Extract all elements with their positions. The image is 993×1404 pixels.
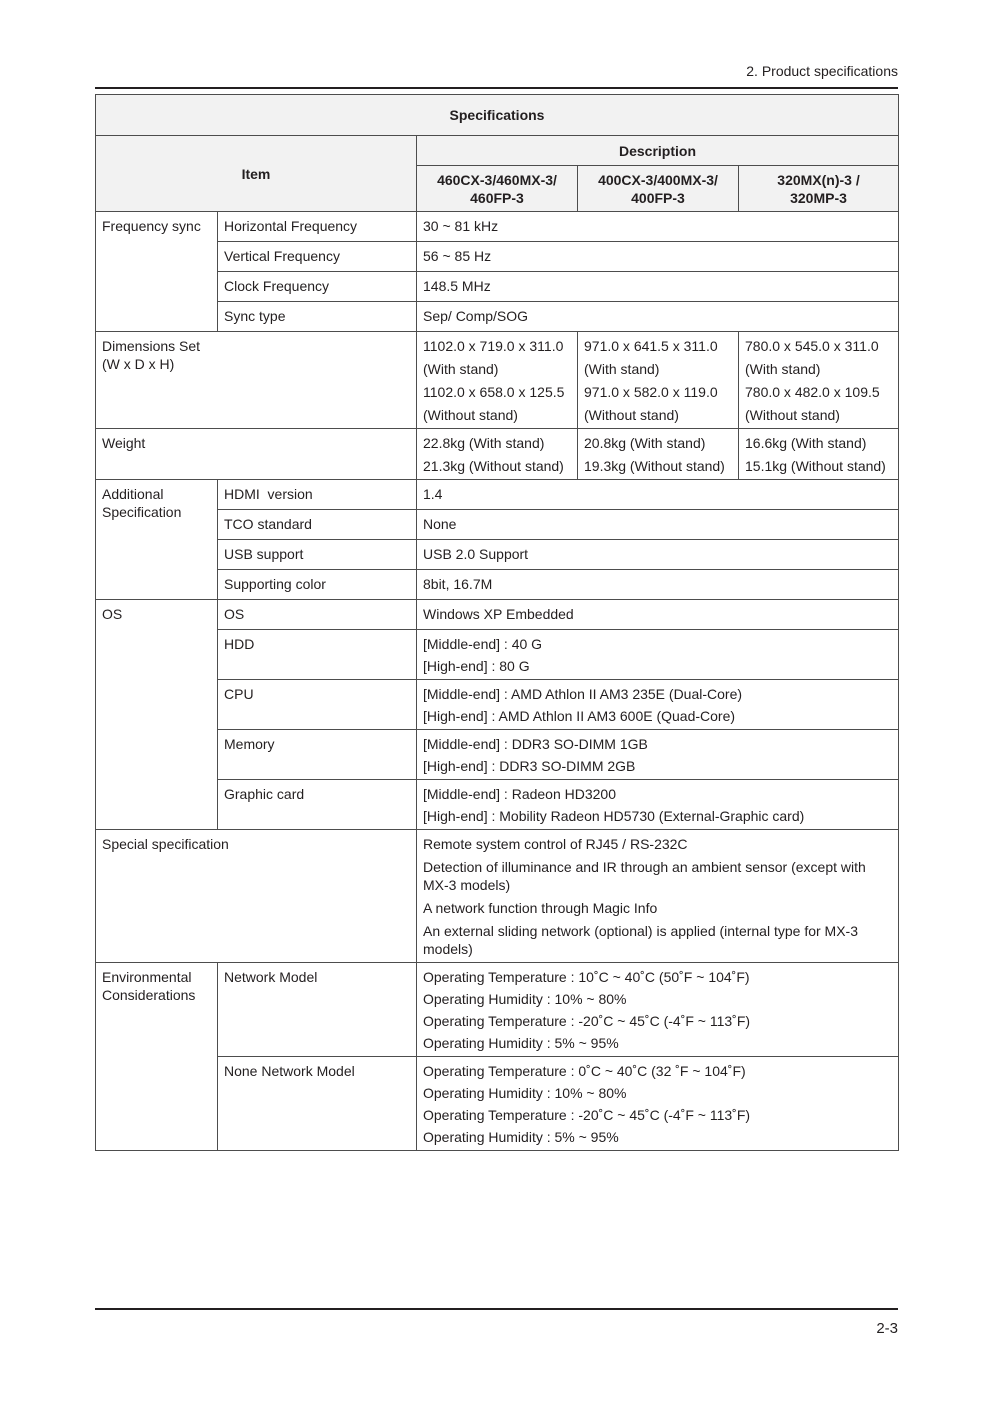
group-additional-specification: Additional Specification bbox=[96, 480, 218, 600]
table-row bbox=[96, 332, 899, 429]
value-os: Windows XP Embedded bbox=[417, 600, 899, 630]
dimensions-460: 1102.0 x 719.0 x 311.0 (With stand) 1102.0 x 658.0 x 125.5 (Without stand) bbox=[417, 332, 578, 429]
value-vertical-frequency: 56 ~ 85 Hz bbox=[417, 242, 899, 272]
value-tco-standard: None bbox=[417, 510, 899, 540]
item-vertical-frequency: Vertical Frequency bbox=[218, 242, 417, 272]
item-usb-support: USB support bbox=[218, 540, 417, 570]
group-environmental-considerations: Environmental Considerations bbox=[96, 963, 218, 1151]
value-graphic-card: [Middle-end] : Radeon HD3200 [High-end] : Mobility Radeon HD5730 (External-Graphic card) bbox=[417, 780, 899, 830]
label-weight: Weight bbox=[96, 429, 417, 480]
weight-320: 16.6kg (With stand) 15.1kg (Without stand) bbox=[739, 429, 899, 480]
item-header: Item bbox=[96, 136, 417, 212]
value-sync-type: Sep/ Comp/SOG bbox=[417, 302, 899, 332]
group-frequency-sync: Frequency sync bbox=[96, 212, 218, 332]
value-hdmi-version: 1.4 bbox=[417, 480, 899, 510]
top-rule bbox=[95, 87, 898, 89]
label-dimensions: Dimensions Set (W x D x H) bbox=[96, 332, 417, 429]
table-title: Specifications bbox=[96, 95, 899, 136]
bottom-rule bbox=[95, 1308, 898, 1310]
item-hdd: HDD bbox=[218, 630, 417, 680]
item-sync-type: Sync type bbox=[218, 302, 417, 332]
value-memory: [Middle-end] : DDR3 SO-DIMM 1GB [High-end] : DDR3 SO-DIMM 2GB bbox=[417, 730, 899, 780]
item-hdmi-version: HDMI version bbox=[218, 480, 417, 510]
model-header-400: 400CX-3/400MX-3/ 400FP-3 bbox=[578, 166, 739, 212]
value-none-network-model: Operating Temperature : 0˚C ~ 40˚C (32 ˚F ~ 104˚F) Operating Humidity : 10% ~ 80% Operating Temperature : -20˚C ~ 45˚C (-4˚F ~ 113˚F) Operating Humidity : 5% ~ 95% bbox=[417, 1057, 899, 1151]
model-header-460: 460CX-3/460MX-3/ 460FP-3 bbox=[417, 166, 578, 212]
item-graphic-card: Graphic card bbox=[218, 780, 417, 830]
value-clock-frequency: 148.5 MHz bbox=[417, 272, 899, 302]
table-row bbox=[96, 480, 899, 510]
label-special-specification: Special specification bbox=[96, 830, 417, 963]
dimensions-400: 971.0 x 641.5 x 311.0 (With stand) 971.0 x 582.0 x 119.0 (Without stand) bbox=[578, 332, 739, 429]
item-memory: Memory bbox=[218, 730, 417, 780]
value-hdd: [Middle-end] : 40 G [High-end] : 80 G bbox=[417, 630, 899, 680]
section-header: 2. Product specifications bbox=[746, 63, 898, 79]
dimensions-320: 780.0 x 545.0 x 311.0 (With stand) 780.0 x 482.0 x 109.5 (Without stand) bbox=[739, 332, 899, 429]
item-cpu: CPU bbox=[218, 680, 417, 730]
item-horizontal-frequency: Horizontal Frequency bbox=[218, 212, 417, 242]
item-tco-standard: TCO standard bbox=[218, 510, 417, 540]
item-network-model: Network Model bbox=[218, 963, 417, 1057]
item-none-network-model: None Network Model bbox=[218, 1057, 417, 1151]
value-horizontal-frequency: 30 ~ 81 kHz bbox=[417, 212, 899, 242]
value-special-specification: Remote system control of RJ45 / RS-232C Detection of illuminance and IR through an ambient sensor (except with MX-3 models) A network function through Magic Info An external sliding network (optional) is applied (internal type for MX-3 models) bbox=[417, 830, 899, 963]
table-row bbox=[96, 212, 899, 242]
item-supporting-color: Supporting color bbox=[218, 570, 417, 600]
table-row bbox=[96, 963, 899, 1057]
weight-400: 20.8kg (With stand) 19.3kg (Without stand) bbox=[578, 429, 739, 480]
description-header: Description bbox=[417, 136, 899, 166]
item-os: OS bbox=[218, 600, 417, 630]
value-cpu: [Middle-end] : AMD Athlon II AM3 235E (Dual-Core) [High-end] : AMD Athlon II AM3 600E (Quad-Core) bbox=[417, 680, 899, 730]
table-row bbox=[96, 830, 899, 963]
model-header-320: 320MX(n)-3 / 320MP-3 bbox=[739, 166, 899, 212]
weight-460: 22.8kg (With stand) 21.3kg (Without stand) bbox=[417, 429, 578, 480]
item-clock-frequency: Clock Frequency bbox=[218, 272, 417, 302]
value-network-model: Operating Temperature : 10˚C ~ 40˚C (50˚F ~ 104˚F) Operating Humidity : 10% ~ 80% Operating Temperature : -20˚C ~ 45˚C (-4˚F ~ 113˚F) Operating Humidity : 5% ~ 95% bbox=[417, 963, 899, 1057]
value-supporting-color: 8bit, 16.7M bbox=[417, 570, 899, 600]
specifications-table bbox=[95, 94, 899, 1151]
table-row bbox=[96, 429, 899, 480]
group-os: OS bbox=[96, 600, 218, 830]
table-row bbox=[96, 600, 899, 630]
page-number: 2-3 bbox=[876, 1320, 898, 1337]
value-usb-support: USB 2.0 Support bbox=[417, 540, 899, 570]
